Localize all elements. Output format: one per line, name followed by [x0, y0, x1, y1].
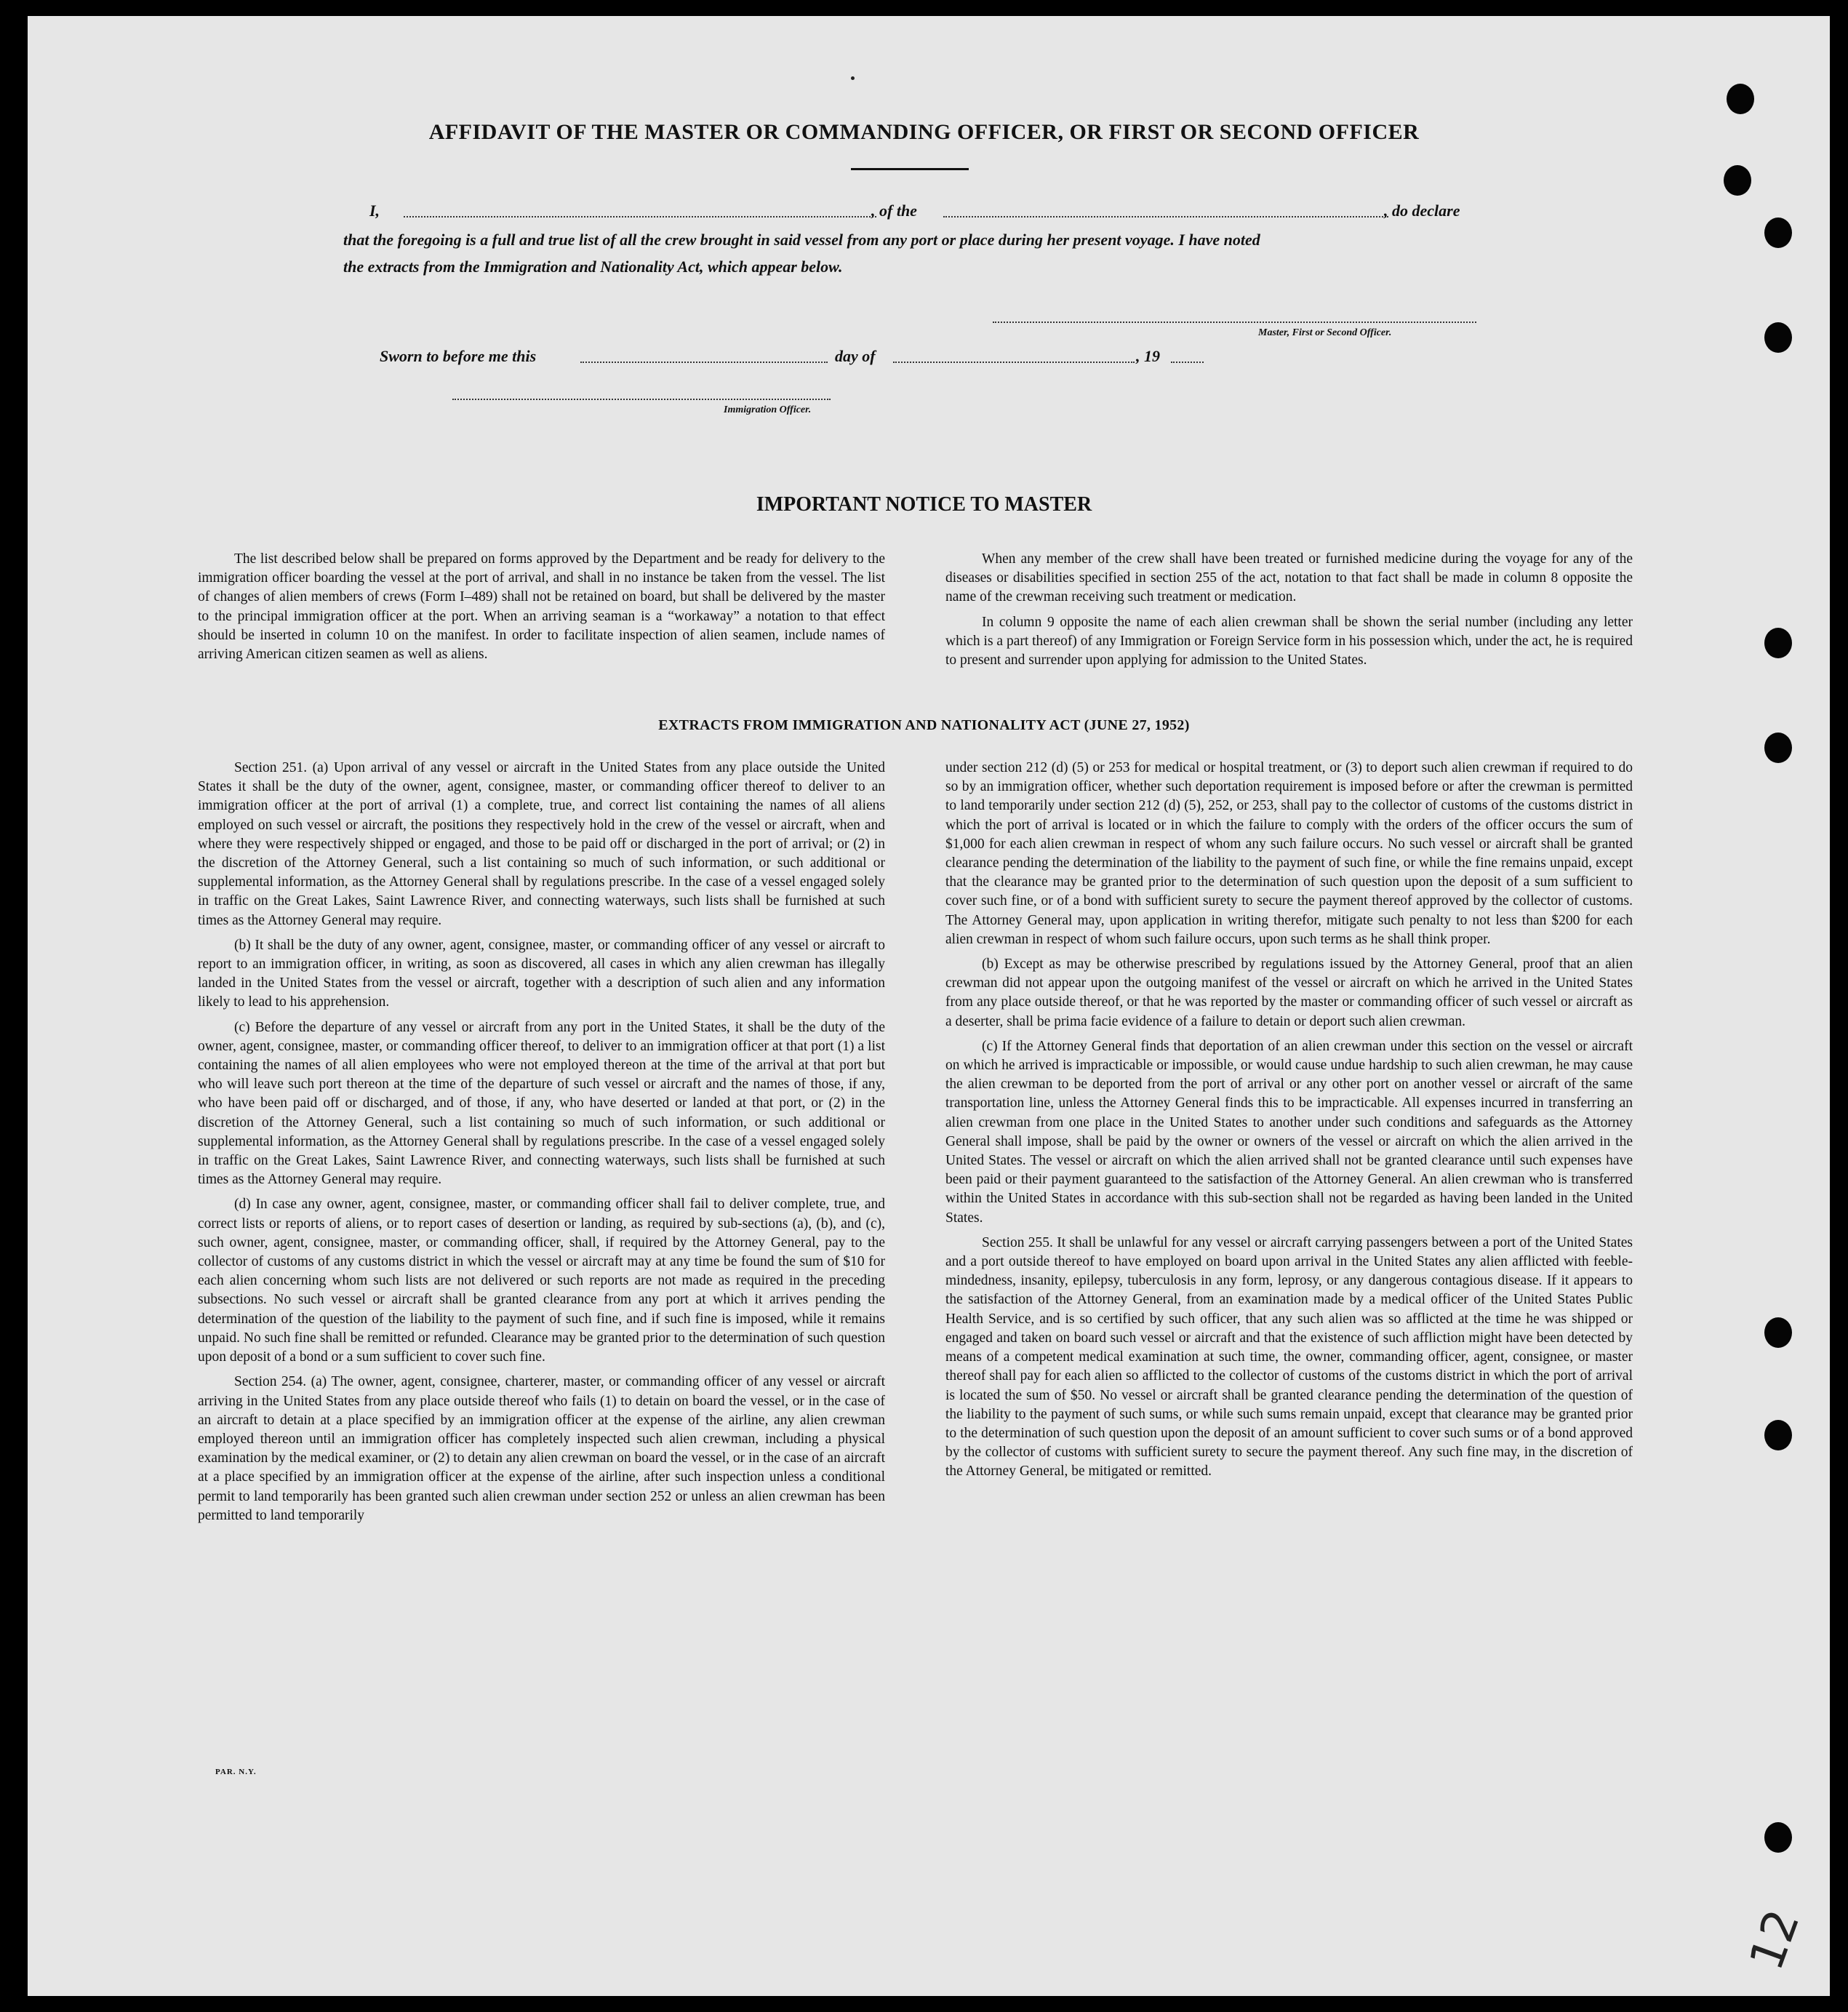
year-label: , 19 [1136, 347, 1160, 365]
notice-title: IMPORTANT NOTICE TO MASTER [756, 493, 1092, 516]
of-the-label: , of the [871, 201, 917, 220]
punch-hole [1764, 217, 1792, 248]
statute-paragraph: (b) Except as may be otherwise prescribed by regulations issued by the Attorney General, proof that an alien crewman did not appear upon the outgoing manifest of the vessel or aircraft on which he arrived in the United States from any place outside thereof, or that he was reported by the master or commanding officer of such vessel or aircraft as a deserter, shall be prima facie evidence of a failure to detain or deport such alien crewman. [945, 957, 1633, 1029]
affidavit-title: AFFIDAVIT OF THE MASTER OR COMMANDING OFFICER, OR FIRST OR SECOND OFFICER [428, 120, 1420, 144]
declaration-statement-line1: that the foregoing is a full and true list of all the crew brought in said vessel from any port or place during her present voyage. I have noted [343, 231, 1260, 249]
day-of-label: day of [835, 347, 876, 365]
sworn-year-field[interactable] [1171, 362, 1204, 363]
punch-hole [1764, 1822, 1792, 1853]
statute-paragraph: (c) Before the departure of any vessel or aircraft from any port in the United States, it shall be the duty of the owner, agent, consignee, master, or commanding officer thereof, to deliver to an immigration officer at that port (1) a list containing the names of all alien employees who were not employed thereon at the time of the arrival at that port but who will leave such port thereon at the time of the departure of such vessel or aircraft and the names of those, if any, who have been paid off or discharged, and of those, if any, who have deserted or landed at that port, or (2) in the discretion of the Attorney General, such a list containing so much of such information, or such additional or supplemental information, as the Attorney General shall by regulations prescribe. In the case of a vessel engaged solely in traffic on the Great Lakes, Saint Lawrence River, and connecting waterways, such lists shall be furnished at such times as the Attorney General may require. [198, 1019, 885, 1188]
name-field[interactable] [404, 216, 876, 217]
dust-speck [851, 76, 855, 80]
notice-paragraph: When any member of the crew shall have been treated or furnished medicine during the voyage for any of the diseases or disabilities specified in section 255 of the act, notation to that fact shall be made in column 8 opposite the name of the crewman receiving such treatment or medication. [945, 551, 1633, 605]
title-rule [851, 168, 969, 170]
punch-hole [1764, 1317, 1792, 1348]
sworn-label: Sworn to before me this [380, 347, 537, 365]
sworn-day-field[interactable] [580, 362, 828, 363]
punch-hole [1764, 732, 1792, 763]
do-declare-label: , do declare [1384, 201, 1460, 220]
declaration-statement-line2: the extracts from the Immigration and Nationality Act, which appear below. [343, 258, 843, 276]
statute-paragraph: (d) In case any owner, agent, consignee, master, or commanding officer shall fail to deliver complete, true, and correct lists or reports of aliens, or to report cases of desertion or landing, as required by sub-sections (a), (b), and (c), such owner, agent, consignee, master, or commanding officer, shall, if required by the Attorney General, pay to the collector of customs of any customs district in which the vessel or aircraft may at any time be found the sum of $10 for each alien concerning whom such lists are not delivered or such reports are not made as required in the preceding subsections. No such vessel or aircraft shall be granted clearance from any port at which it arrives pending the determination of the question of the liability to the payment of such fine, and if such fine is imposed, while it remains unpaid. No such fine shall be remitted or refunded. Clearance may be granted prior to the determination of such question upon deposit of a bond or a sum sufficient to cover such fine. [198, 1197, 885, 1365]
extracts-left-column [198, 759, 885, 1531]
statute-paragraph: (c) If the Attorney General finds that deportation of an alien crewman under this section on the vessel or aircraft on which he arrived is impracticable or impossible, or would cause undue hardship to such alien crewman, he may cause the alien crewman to be deported from the port of arrival or any other port on another vessel or aircraft of the same transportation line, unless the Attorney General finds this to be impracticable. All expenses incurred in transferring an alien crewman from one place in the United States to another under such conditions and safeguards as the Attorney General shall impose, shall be paid by the owner or owners of the vessel or aircraft on which the alien arrived in the United States. The vessel or aircraft on which the alien arrived shall not be granted clearance until such expenses have been paid or their payment guaranteed to the satisfaction of the Attorney General. An alien crewman who is transferred within the United States in accordance with this sub-section shall not be regarded as having been landed in the United States. [945, 1038, 1633, 1226]
i-label: I, [369, 201, 380, 220]
statute-paragraph: (b) It shall be the duty of any owner, agent, consignee, master, or commanding officer of any vessel or aircraft to report to an immigration officer, in writing, as soon as discovered, all cases in which any alien crewman has illegally landed in the United States from the vessel or aircraft, together with a description of such alien and any information likely to lead to his apprehension. [198, 937, 885, 1010]
master-signature-caption: Master, First or Second Officer. [1258, 327, 1392, 338]
punch-hole [1764, 1420, 1792, 1450]
extracts-right-column [945, 759, 1633, 1488]
statute-paragraph: Section 255. It shall be unlawful for any vessel or aircraft carrying passengers between a port of the United States and a port outside thereof to have employed on board upon arrival in the United States any alien afflicted with feeble-mindedness, insanity, epilepsy, tuberculosis in any form, leprosy, or any dangerous contagious disease. If it appears to the satisfaction of the Attorney General, from an examination made by a medical officer of the United States Public Health Service, and is so certified by such officer, that any such alien was so afflicted at the time he was shipped or engaged and taken on board such vessel or aircraft and that the existence of such affliction might have been detected by means of a competent medical examination at such time, the owner, commanding officer, agent, consignee, or master thereof shall pay for each alien so afflicted to the collector of customs of the customs district in which the port of arrival is located the sum of $50. No vessel or aircraft shall be granted clearance pending the determination of the question of the liability to the payment of such sums, or while such sums remain unpaid, except that clearance may be granted prior to the determination of such question upon the deposit of an amount sufficient to cover such sums or of a bond approved by the collector of customs with sufficient surety to secure the payment thereof. Any such fine may, in the discretion of the Attorney General, be mitigated or remitted. [945, 1234, 1633, 1480]
statute-paragraph: under section 212 (d) (5) or 253 for medical or hospital treatment, or (3) to deport such alien crewman if required to do so by an immigration officer, whether such deportation requirement is imposed before or after the crewman is permitted to land temporarily under section 212 (d) (5), 252, or 253, shall pay to the collector of customs of the customs district in which the port of arrival is located or in which the failure to comply with the orders of the officer occurs the sum of $1,000 for each alien crewman in respect of whom any such failure occurs. No such vessel or aircraft shall be granted clearance pending the determination of the liability to the payment of such fine, or while the fine remains unpaid, except that the clearance may be granted prior to the determination of such question upon the deposit of a sum sufficient to cover such fine, or of a bond with sufficient surety to secure the payment thereof approved by the collector of customs. The Attorney General may, upon application in writing therefor, mitigate such penalty to not less than $200 for each alien crewman in respect of whom such failure occurs, upon such terms as he shall think proper. [945, 760, 1633, 947]
notice-left-column [198, 550, 885, 664]
vessel-field[interactable] [943, 216, 1388, 217]
notice-paragraph: The list described below shall be prepared on forms approved by the Department and be ready for delivery to the immigration officer boarding the vessel at the port of arrival, and shall in no instance be taken from the vessel. The list of changes of alien members of crews (Form I–489) shall not be retained on board, but shall be delivered by the master to the principal immigration officer at the port. When an arriving seaman is a “workaway” a notation to that effect should be inserted in column 10 on the manifest. In order to facilitate inspection of alien seamen, include names of arriving American citizen seamen as well as aliens. [198, 551, 885, 663]
handwritten-page-number: 12 [1740, 1903, 1811, 1977]
punch-hole [1764, 628, 1792, 658]
punch-hole [1727, 84, 1754, 114]
sworn-month-field[interactable] [893, 362, 1135, 363]
notice-paragraph: In column 9 opposite the name of each alien crewman shall be shown the serial number (including any letter which is a part thereof) of any Immigration or Foreign Service form in his possession which, under the act, he is required to present and surrender upon applying for admission to the United States. [945, 614, 1633, 668]
print-code: PAR. N.Y. [215, 1768, 257, 1776]
punch-hole [1724, 165, 1751, 196]
officer-signature-field[interactable] [452, 399, 831, 400]
statute-paragraph: Section 251. (a) Upon arrival of any vessel or aircraft in the United States from any place outside the United States it shall be the duty of the owner, agent, consignee, master, or commanding officer thereof to deliver to an immigration officer at the port of arrival (1) a complete, true, and correct list containing the names of all aliens employed on such vessel or aircraft, the positions they respectively hold in the crew of the vessel or aircraft, when and where they were respectively shipped or engaged, and those to be paid off or discharged in the port of arrival; or (2) in the discretion of the Attorney General, such a list containing so much of such information, or such additional or supplemental information, as the Attorney General shall by regulations prescribe. In the case of a vessel engaged solely in traffic on the Great Lakes, Saint Lawrence River, and connecting waterways, such lists shall be furnished at such times as the Attorney General may require. [198, 760, 885, 928]
notice-right-column [945, 550, 1633, 676]
officer-signature-caption: Immigration Officer. [724, 404, 812, 415]
master-signature-field[interactable] [993, 322, 1476, 323]
punch-hole [1764, 322, 1792, 353]
extracts-title: EXTRACTS FROM IMMIGRATION AND NATIONALITY ACT (JUNE 27, 1952) [658, 717, 1190, 733]
statute-paragraph: Section 254. (a) The owner, agent, consignee, charterer, master, or commanding officer of any vessel or aircraft arriving in the United States from any place outside thereof who fails (1) to detain on board the vessel, or in the case of an aircraft to detain at a place specified by an immigration officer at the expense of the airline, any alien crewman employed thereon until an immigration officer has completely inspected such alien crewman, including a physical examination by the medical examiner, or (2) to detain any alien crewman on board the vessel, or in the case of an aircraft at a place specified by an immigration officer at the expense of the airline, after such inspection unless a conditional permit to land temporarily has been granted such alien crewman under section 252 or unless an alien crewman has been permitted to land temporarily [198, 1374, 885, 1523]
